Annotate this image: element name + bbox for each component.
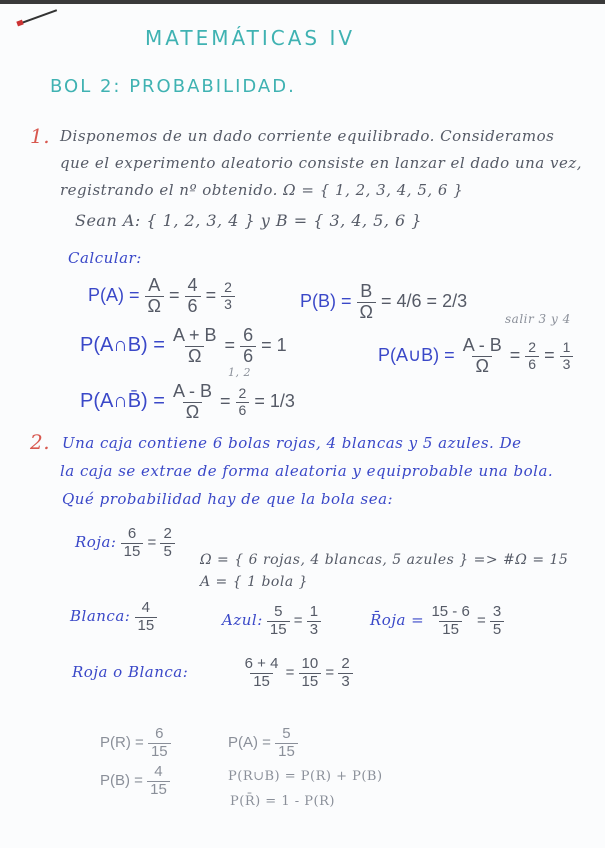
fraction: $\frac{A}{\Omega}$ [145, 276, 164, 317]
note-complement: P(R̄) = 1 - P(R) [230, 794, 335, 809]
fraction: $\frac{6}{15}$ [121, 526, 144, 560]
p-a-inter-b-expression: P(A∩B) = $\frac{A + B}{\Omega}$ = $\frac{6}{6}$ = 1 [80, 325, 287, 366]
roja-expression: Roja: $\frac{6}{15}$ = $\frac{2}{5}$ [75, 526, 175, 560]
note-p-a: P(A) = $\frac{5}{15}$ [228, 726, 298, 760]
fraction: $\frac{4}{15}$ [135, 600, 158, 634]
fraction: $\frac{1}{3}$ [560, 340, 574, 372]
p-b-expression: P(B) = $\frac{B}{\Omega}$ = 4/6 = 2/3 [300, 281, 468, 322]
pen-mark-icon [19, 9, 57, 25]
ex2-line-1: Una caja contiene 6 bolas rojas, 4 blancas y 5 azules. De [62, 434, 522, 452]
fraction: $\frac{4}{15}$ [147, 764, 170, 798]
page-subtitle: BOL 2: PROBABILIDAD. [50, 76, 296, 97]
note-p-r: P(R) = $\frac{6}{15}$ [100, 726, 171, 760]
fraction: $\frac{2}{3}$ [338, 656, 352, 690]
p-a-union-b-expression: P(A∪B) = $\frac{A - B}{\Omega}$ = $\frac{2}{6}$ = $\frac{1}{3}$ [378, 336, 573, 377]
ex1-line-1: Disponemos de un dado corriente equilibrado. Consideramos [60, 127, 555, 145]
p-a-inter-notb-expression: P(A∩B̄) = $\frac{A - B}{\Omega}$ = $\frac{2}{6}$ = 1/3 [80, 381, 295, 422]
notebook-page [0, 4, 605, 848]
fraction: $\frac{2}{6}$ [236, 386, 250, 418]
fraction: $\frac{5}{15}$ [275, 726, 298, 760]
fraction: $\frac{2}{6}$ [525, 340, 539, 372]
ex1-line-3: registrando el nº obtenido. Ω = { 1, 2, 3, 4, 5, 6 } [60, 181, 464, 199]
fraction: $\frac{6}{15}$ [148, 726, 171, 760]
roja-o-blanca-expression: Roja o Blanca: $\frac{6 + 4}{15}$ = $\frac{10}{15}$ = $\frac{2}{3}$ [72, 656, 353, 690]
fraction: $\frac{6 + 4}{15}$ [244, 655, 279, 690]
p-a-label: P(A) = [88, 285, 140, 306]
exercise-2-number: 2. [30, 430, 51, 454]
note-p-b: P(B) = $\frac{4}{15}$ [100, 764, 170, 798]
fraction: $\frac{5}{15}$ [267, 604, 290, 638]
overnote: 1, 2 [228, 366, 251, 379]
p-a-expression: P(A) = $\frac{A}{\Omega}$ = $\frac{4}{6}$ = $\frac{2}{3}$ [88, 276, 235, 317]
fraction: $\frac{A - B}{\Omega}$ [172, 381, 212, 422]
a-set: A = { 1 bola } [200, 574, 309, 590]
p-union-label: P(A∪B) = [378, 345, 455, 366]
p-a-notb-label: P(A∩B̄) = [80, 390, 165, 413]
fraction: $\frac{2}{3}$ [221, 280, 235, 312]
fraction: $\frac{6}{6}$ [240, 326, 256, 367]
fraction: $\frac{A + B}{\Omega}$ [172, 325, 217, 366]
fraction: $\frac{2}{5}$ [160, 526, 174, 560]
blanca-expression: Blanca: $\frac{4}{15}$ [70, 600, 157, 634]
note-union: P(R∪B) = P(R) + P(B) [228, 769, 383, 784]
fraction: $\frac{4}{6}$ [185, 276, 201, 317]
ex2-line-3: Qué probabilidad hay de que la bola sea: [62, 490, 394, 508]
ex2-line-2: la caja se extrae de forma aleatoria y equiprobable una bola. [60, 462, 554, 480]
calc-label: Calcular: [68, 249, 142, 267]
no-roja-expression: R̄oja = $\frac{15 - 6}{15}$ = $\frac{3}{5}$ [370, 604, 504, 638]
fraction: $\frac{A - B}{\Omega}$ [462, 335, 502, 376]
page-title: MATEMÁTICAS IV [145, 26, 356, 50]
omega-set: Ω = { 6 rojas, 4 blancas, 5 azules } => #Ω = 15 [200, 552, 569, 568]
fraction: $\frac{15 - 6}{15}$ [431, 603, 470, 638]
azul-expression: Azul: $\frac{5}{15}$ = $\frac{1}{3}$ [222, 604, 321, 638]
fraction: $\frac{B}{\Omega}$ [357, 282, 376, 323]
ex1-line-2: que el experimento aleatorio consiste en lanzar el dado una vez, [60, 154, 582, 172]
fraction: $\frac{3}{5}$ [490, 604, 504, 638]
ex1-sets: Sean A: { 1, 2, 3, 4 } y B = { 3, 4, 5, 6 } [75, 211, 422, 230]
fraction: $\frac{10}{15}$ [299, 656, 322, 690]
p-b-label: P(B) = [300, 291, 352, 312]
fraction: $\frac{1}{3}$ [307, 604, 321, 638]
exercise-1-number: 1. [30, 124, 51, 148]
p-inter-label: P(A∩B) = [80, 334, 165, 357]
annotation-note: salir 3 y 4 [505, 312, 571, 326]
